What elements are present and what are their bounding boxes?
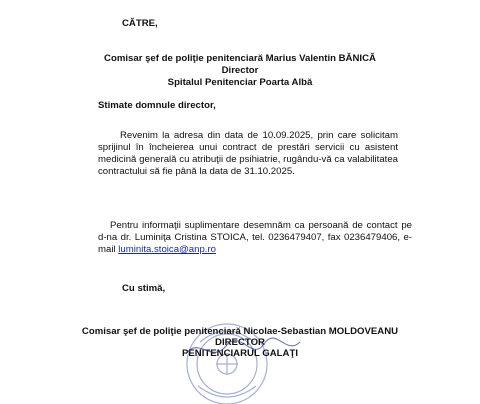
body-paragraph-1: Revenim la adresa din data de 10.09.2025, prin care solicitam sprijinul în încheierea unui contract de prestări servicii cu asistent medicină generală cu atribuţii de psihiatrie, rugându-vă ca valabilitatea contractului să fie până la data de 31.10.2025. xyxy=(98,130,398,177)
handwritten-signature-icon xyxy=(168,326,318,376)
contact-email-link[interactable]: luminita.stoica@anp.ro xyxy=(118,244,216,255)
recipient-title: Director xyxy=(221,65,259,76)
closing: Cu stimă, xyxy=(122,283,166,294)
contact-text: Pentru informaţii suplimentare desemnăm ca persoană de contact pe d-na dr. Luminiţa Cristina STOICA, tel. 0236479407, fax 0236479406, e-mail xyxy=(98,220,412,255)
signatory-title: DIRECTOR xyxy=(215,337,265,348)
signatory-name: Comisar şef de poliţie penitenciară Nicolae-Sebastian MOLDOVEANU xyxy=(81,326,399,337)
greeting: Stimate domnule director, xyxy=(98,100,216,111)
recipient-name: Comisar şef de poliţie penitenciară Marius Valentin BĂNICĂ xyxy=(104,53,376,64)
recipient-institution: Spitalul Penitenciar Poarta Albă xyxy=(167,77,313,88)
addressee-heading: CĂTRE, xyxy=(122,18,158,29)
signatory-institution: PENITENCIARUL GALAŢI xyxy=(181,348,298,359)
body-paragraph-2 xyxy=(98,220,412,256)
